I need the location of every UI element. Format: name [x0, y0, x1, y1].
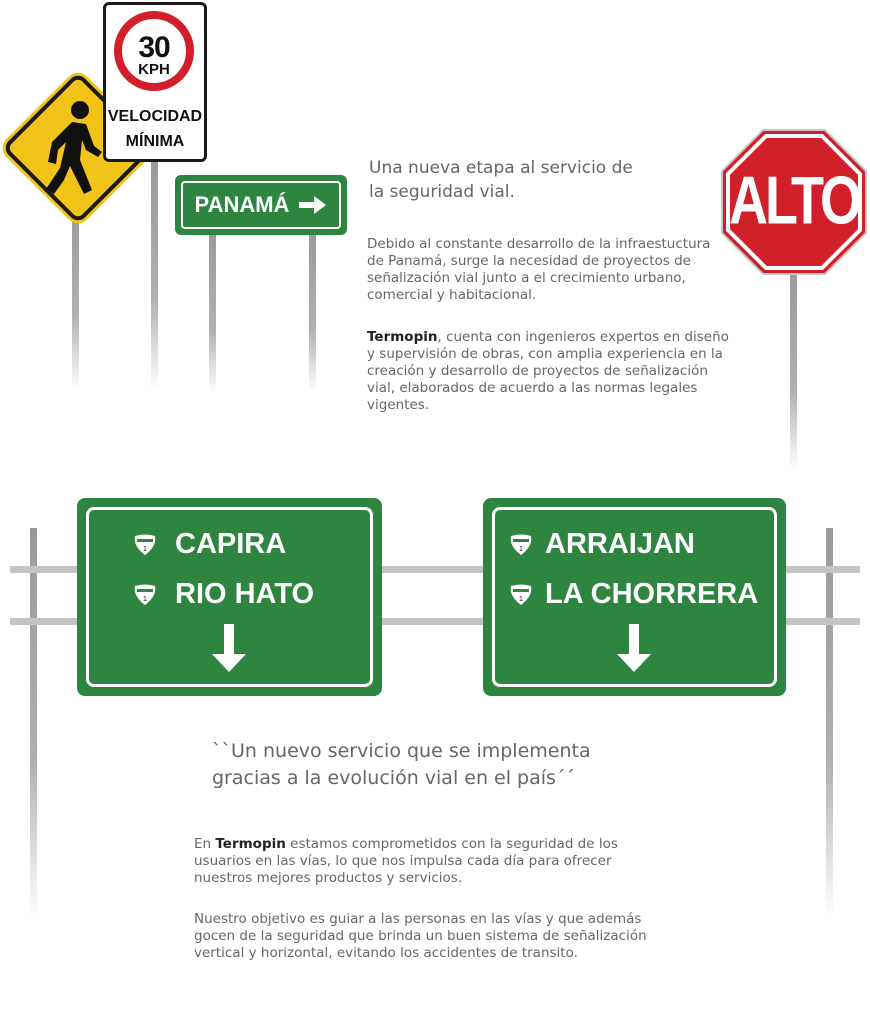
- pole-stop: [790, 270, 797, 470]
- speed-sign-line1: VELOCIDAD: [107, 108, 203, 125]
- intro-heading: [369, 156, 709, 204]
- guide-sign-left: [77, 498, 382, 696]
- intro-paragraph-1: Debido al constante desarrollo de la infraestuctura de Panamá, surge la necesidad de proyectos de señalización vial junto a el crecimiento urbano, comercial y habitacional.: [367, 236, 711, 303]
- destination-row: [133, 578, 314, 611]
- destination-row: [509, 578, 758, 611]
- pole-pedestrian: [72, 200, 79, 390]
- speed-limit-value: 30: [138, 31, 170, 64]
- svg-text:1: 1: [143, 595, 147, 603]
- speed-limit-unit: KPH: [138, 61, 170, 78]
- pole-panama-right: [309, 233, 316, 393]
- destination-label: ARRAIJAN: [545, 528, 695, 560]
- route-shield-icon: [509, 584, 533, 606]
- intro-paragraph-2: [367, 329, 731, 414]
- closing-paragraph-1: [194, 836, 674, 887]
- stop-sign-label: ALTO: [729, 163, 859, 239]
- quote-open-mark: ``: [212, 740, 231, 762]
- panama-direction-sign: [175, 175, 347, 235]
- closing-brand: Termopin: [215, 836, 286, 852]
- destination-label: LA CHORRERA: [545, 578, 759, 610]
- arrow-right-icon: [297, 195, 327, 215]
- speed-limit-circle: [114, 11, 194, 91]
- svg-text:1: 1: [519, 595, 523, 603]
- guide-sign-right: [483, 498, 786, 696]
- stop-sign: [720, 128, 868, 276]
- quote-line2: gracias a la evolución vial en el país: [212, 767, 556, 789]
- panama-sign-label: PANAMÁ: [194, 192, 290, 217]
- arrow-down-icon: [615, 624, 653, 674]
- quote-line1: Un nuevo servicio que se implementa: [231, 740, 591, 762]
- quote: [212, 738, 672, 792]
- destination-label: RIO HATO: [175, 578, 315, 610]
- speed-sign-line2: MÍNIMA: [125, 133, 185, 150]
- quote-close-mark: ´´: [555, 767, 575, 789]
- intro-heading-line2: la seguridad vial.: [369, 182, 515, 202]
- intro-paragraph-2-text: , cuenta con ingenieros expertos en diseño y supervisión de obras, con amplia experiencia en la creación y desarrollo de proyectos de señalización vial, elaborados de acuerdo a las normas legales vigentes.: [367, 329, 729, 413]
- intro-brand: Termopin: [367, 329, 438, 345]
- closing-prefix: En: [194, 836, 216, 852]
- intro-heading-line1: Una nueva etapa al servicio de: [369, 158, 633, 178]
- svg-text:1: 1: [143, 545, 147, 553]
- pole-speed: [151, 160, 158, 390]
- route-shield-icon: [133, 534, 157, 556]
- pole-guide-right: [826, 528, 833, 918]
- route-shield-icon: [509, 534, 533, 556]
- pole-panama-left: [209, 233, 216, 393]
- closing-paragraph-1-text: estamos comprometidos con la seguridad de los usuarios en las vías, lo que nos impulsa cada día para ofrecer nuestros mejores productos y servicios.: [194, 836, 618, 886]
- destination-label: CAPIRA: [175, 528, 287, 560]
- destination-row: [133, 528, 286, 561]
- route-shield-icon: [133, 584, 157, 606]
- arrow-down-icon: [210, 624, 248, 674]
- pole-guide-left: [30, 528, 37, 918]
- closing-paragraph-2: Nuestro objetivo es guiar a las personas en las vías y que además gocen de la seguridad que brinda un buen sistema de señalización vertical y horizontal, evitando los accidentes de transito.: [194, 911, 647, 961]
- speed-limit-sign: [103, 2, 207, 162]
- panama-sign-inner: [181, 181, 341, 229]
- svg-text:1: 1: [519, 545, 523, 553]
- destination-row: [509, 528, 695, 561]
